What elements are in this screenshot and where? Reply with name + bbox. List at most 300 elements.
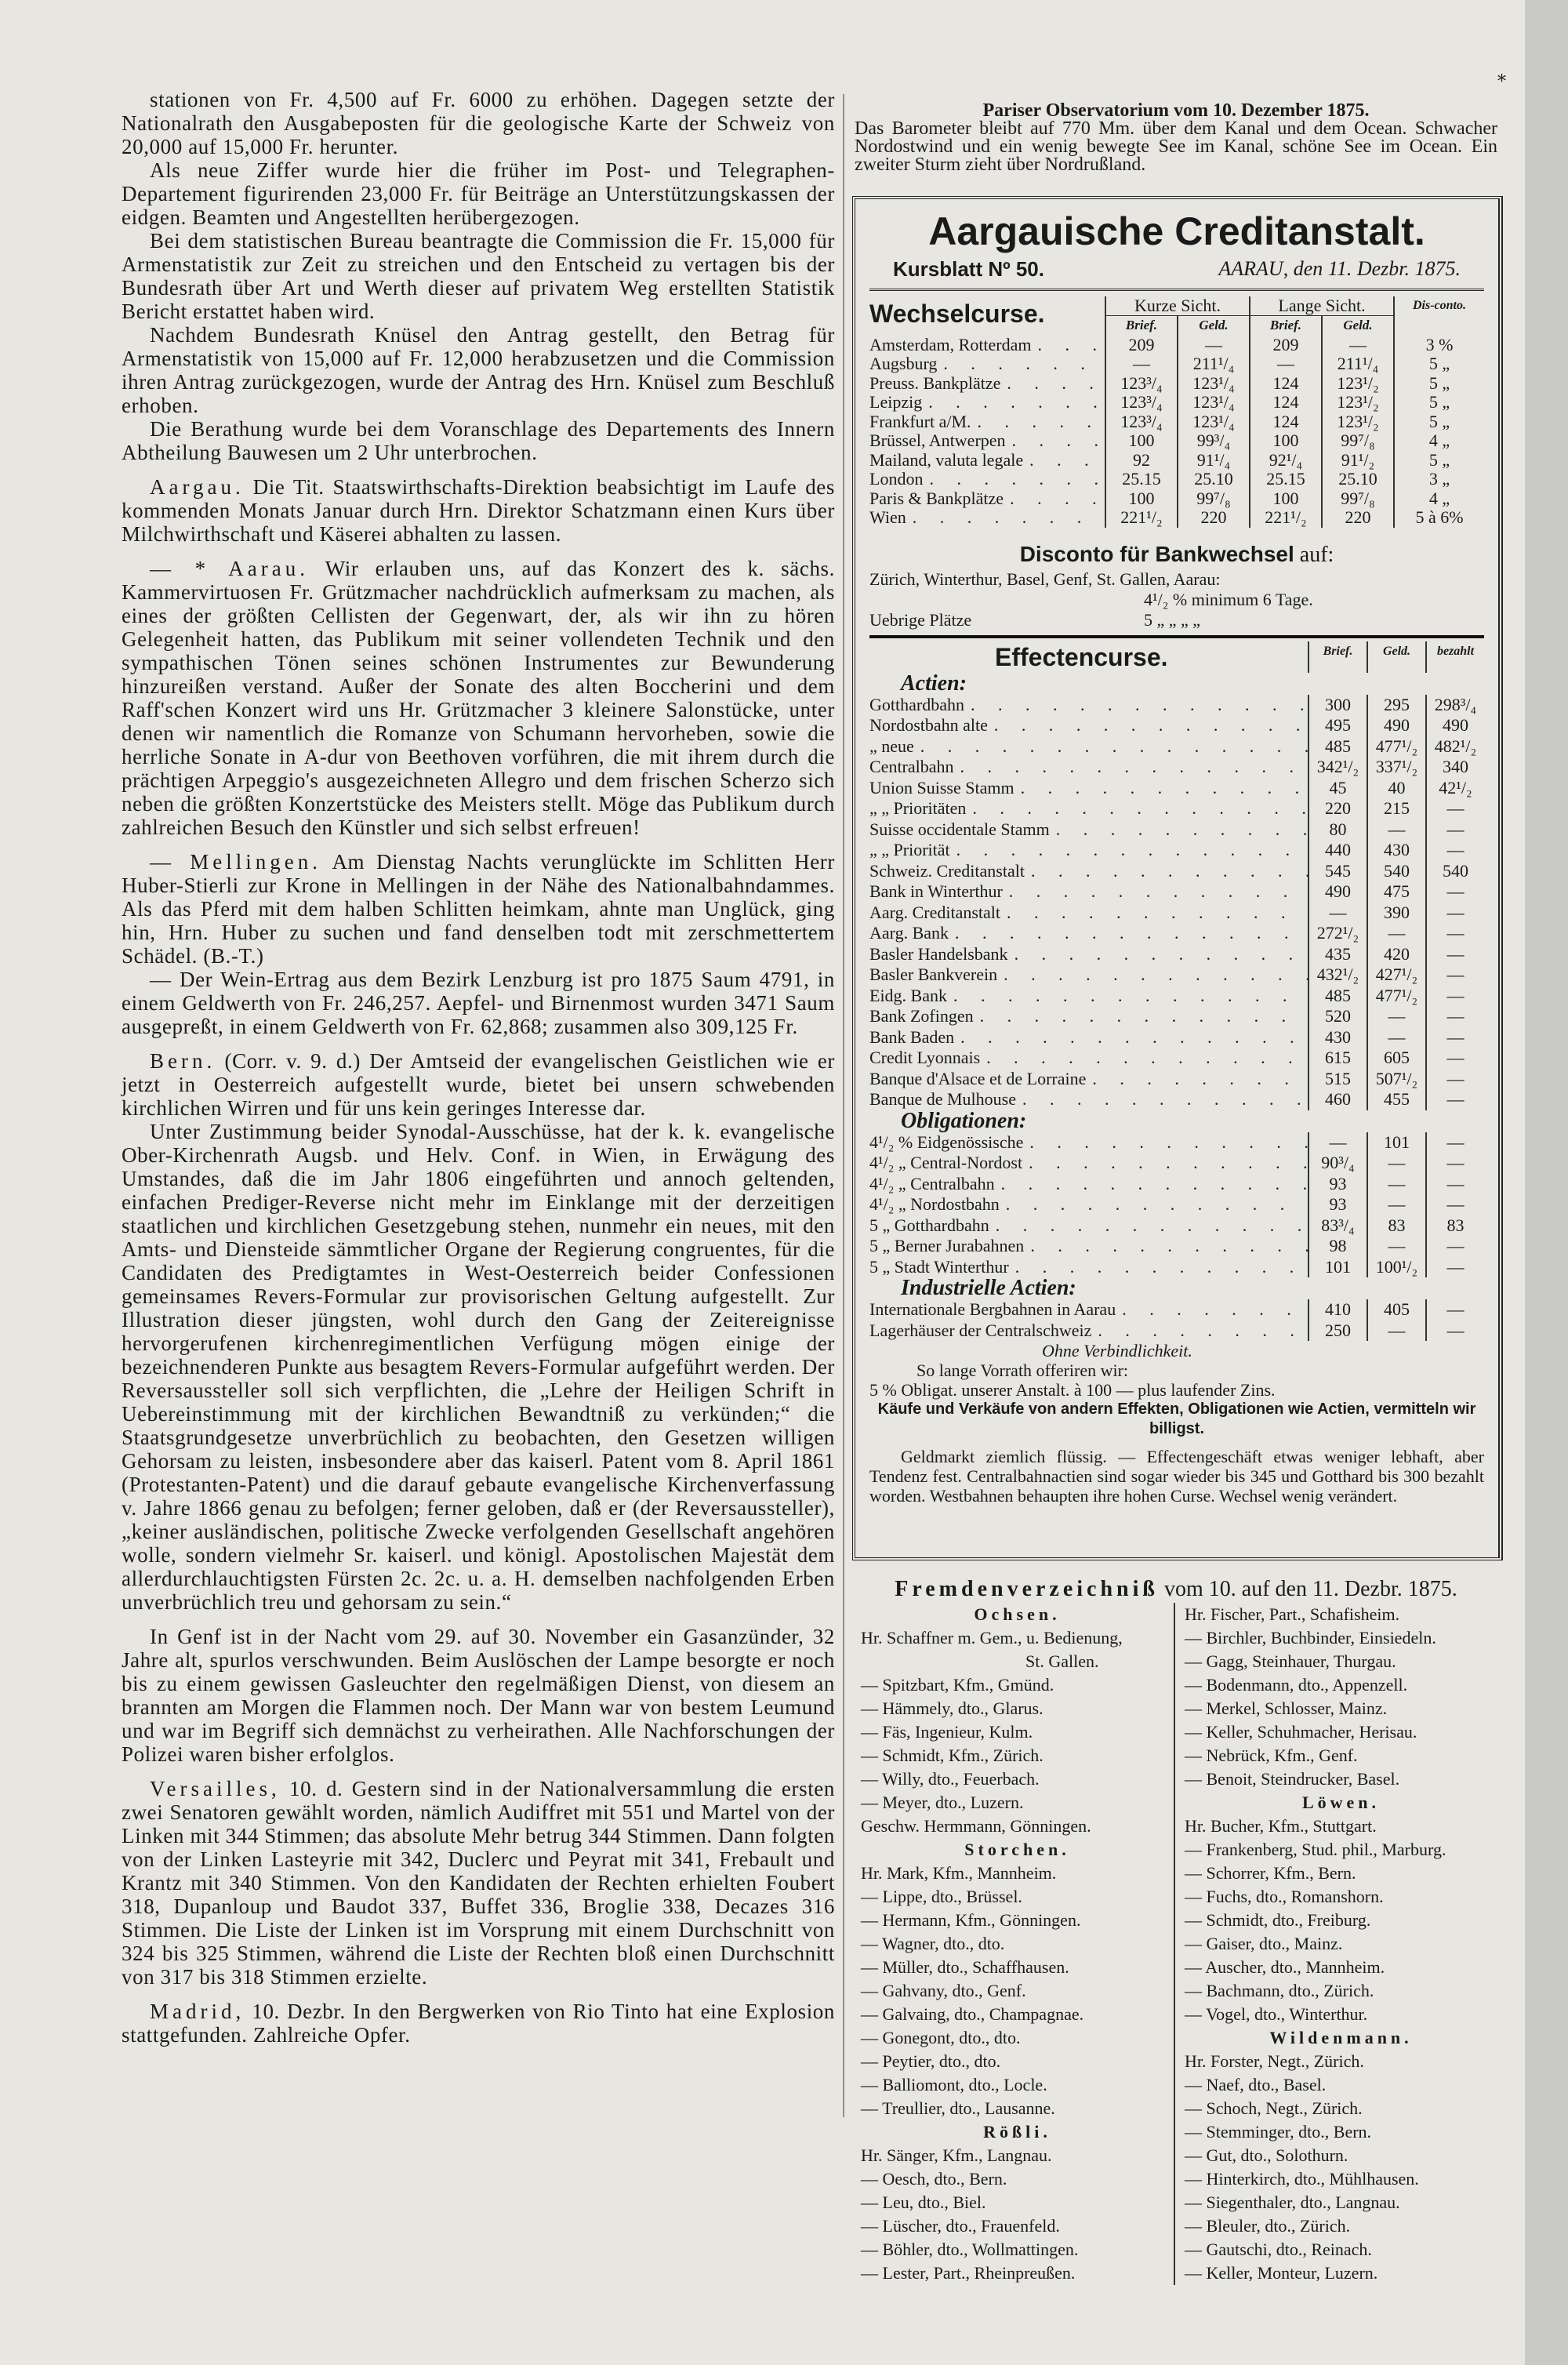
security-price-cell: — [1425, 819, 1484, 841]
exchange-rate-cell: 123¹/₂ [1321, 412, 1393, 432]
security-price-cell: 220 [1308, 798, 1367, 819]
security-name: 4¹/₂ % Eidgenössische . . . [869, 1132, 1308, 1153]
security-price-cell: 342¹/₂ [1308, 757, 1367, 778]
security-name: Banque d'Alsace et de Lorraine . . . [869, 1069, 1308, 1090]
article-paragraph [122, 968, 835, 1038]
wechselcurse-table [869, 296, 1484, 528]
security-price-cell: — [1425, 986, 1484, 1007]
exchange-rate-cell: 99³/₄ [1177, 431, 1249, 451]
security-price-cell: 477¹/₂ [1367, 986, 1425, 1007]
guest-entry: Hr. Schaffner m. Gem., u. Bedienung, [861, 1628, 1123, 1648]
security-name: „ „ Prioritäten . . . [869, 798, 1308, 819]
guest-entry: — Stemminger, dto., Bern. [1185, 2122, 1372, 2142]
article-paragraph [122, 1049, 835, 1120]
disconto-other-label: Uebrige Plätze [869, 609, 972, 630]
security-price-cell: — [1308, 1132, 1367, 1153]
security-name: Aarg. Bank . . . [869, 923, 1308, 944]
article-dateline: Aargau. [150, 475, 245, 499]
disconto-places: Zürich, Winterthur, Basel, Genf, St. Gallen, Aarau: [869, 569, 1221, 589]
exchange-rate-cell: 99⁷/₈ [1321, 489, 1393, 509]
security-price-cell: 300 [1308, 695, 1367, 716]
kursblatt-number: Kursblatt Nº 50. [893, 257, 1044, 281]
security-name: Credit Lyonnais . . . [869, 1048, 1308, 1069]
exchange-place: Frankfurt a/M. . . . [869, 412, 1105, 432]
disconto-heading-rest: auf: [1294, 542, 1334, 567]
guest-entry: — Bodenmann, dto., Appenzell. [1185, 1675, 1408, 1695]
observatorium-report [855, 102, 1497, 174]
security-price-cell: 460 [1308, 1089, 1367, 1110]
security-name: Gotthardbahn . . . [869, 695, 1308, 716]
guest-entry: — Wagner, dto., dto. [861, 1934, 1005, 1953]
security-name: Nordostbahn alte . . . [869, 715, 1308, 736]
guest-entry: Hr. Mark, Kfm., Mannheim. [861, 1863, 1057, 1883]
securities-section-title: Obligationen: [901, 1108, 1027, 1133]
vorrath-note: So lange Vorrath offeriren wir: [916, 1361, 1129, 1380]
security-price-cell: 340 [1425, 757, 1484, 778]
article-paragraph [122, 1120, 835, 1614]
guest-entry: — Gonegont, dto., dto. [861, 2028, 1021, 2047]
exchange-place: Wien . . . [869, 508, 1105, 528]
security-price-cell: 485 [1308, 736, 1367, 757]
article-text: 10. Dezbr. In den Bergwerken von Rio Tinto hat eine Explosion stattgefunden. Zahlreiche Opfer. [122, 2000, 835, 2047]
exchange-place: London . . . [869, 470, 1105, 489]
security-price-cell: 101 [1367, 1132, 1425, 1153]
guest-entry: — Schmidt, dto., Freiburg. [1185, 1910, 1371, 1930]
disconto-heading [869, 540, 1484, 569]
guest-entry: — Leu, dto., Biel. [861, 2192, 986, 2212]
guest-entry: — Galvaing, dto., Champagnae. [861, 2004, 1084, 2024]
guest-entry: — Balliomont, dto., Locle. [861, 2075, 1047, 2094]
guest-entry: — Böhler, dto., Wollmattingen. [861, 2240, 1079, 2259]
guest-entry: — Treullier, dto., Lausanne. [861, 2098, 1055, 2118]
article-paragraph [122, 323, 835, 417]
security-price-cell: 515 [1308, 1069, 1367, 1090]
header-geld: Geld. [1367, 641, 1425, 673]
exchange-place: Mailand, valuta legale . . . [869, 451, 1105, 470]
fremdenverzeichnis-title: Fremdenverzeichniß [895, 1577, 1159, 1601]
fremdenverzeichnis [855, 1576, 1497, 2285]
security-price-cell: — [1425, 1069, 1484, 1090]
security-name: 5 „ Stadt Winterthur . . . [869, 1257, 1308, 1278]
security-name: Banque de Mulhouse . . . [869, 1089, 1308, 1110]
security-price-cell: 540 [1425, 861, 1484, 882]
fremdenverzeichnis-date: vom 10. auf den 11. Dezbr. 1875. [1158, 1577, 1457, 1601]
article-text: Unter Zustimmung beider Synodal-Ausschüsse, hat der k. k. evangelische Ober-Kirchenrath Augsb. und Helv. Conf. in Wien, in Erwägung des Umstandes, daß die im Jahr 1806 eingeführten und annoch geltenden, einfachen Prediger-Reverse nicht mehr im Einklange mit der derzeitigen staatlichen und kirchlichen Gesetzgebung stehen, nunmehr ein neues, mit den Amts- und Diensteide sämmtlicher Organe der Regierung congruentes, für die Candidaten des Predigtamtes in West-Oesterreich beider Confessionen gemeinsames Revers-Formular zur provisorischen Geltung aufgestellt. Zur Illustration dieser jüngsten, wohl durch den Gang der Zeitereignisse hervorgerufenen kirchenregimentlichen Verfügung mögen einige der bezeichnenderen Punkte aus besagtem Revers-Formular aufgeführt werden. Der Reversaussteller soll sich verpflichten, die „Lehre der Heiligen Schrift in Uebereinstimmung mit der kirchlichen Bewandtniß zu verkünden;“ die Staatsgrundgesetze unverbrüchlich zu beobachten, den Gesetzen willigen Gehorsam zu leisten, insbesondere aber das kaiserl. Patent vom 8. April 1861 (Protestanten-Patent) und die darauf gebaute evangelische Kirchenverfassung v. Jahre 1866 genau zu befolgen; ferner geloben, daß er (der Reversaussteller), „keiner ausländischen, politische Zwecke verfolgenden Gesellschaft angehören wolle, sondern vielmehr Sr. kaiserl. und königl. Apostolischen Majestät dem allerdurchlauchtigsten Fürsten 2c. 2c. u. a. H. demselben nachfolgenden Erben unverbrüchlich treu und gehorsam zu sein.“ [122, 1120, 835, 1614]
exchange-rate-cell: 211¹/₄ [1321, 354, 1393, 374]
exchange-rate-cell: 209 [1249, 336, 1321, 355]
exchange-place: Paris & Bankplätze . . . [869, 489, 1105, 509]
security-price-cell: — [1425, 1299, 1484, 1321]
security-price-cell: 520 [1308, 1006, 1367, 1027]
security-price-cell: 605 [1367, 1048, 1425, 1069]
security-name: 5 „ Berner Jurabahnen . . . [869, 1236, 1308, 1257]
security-price-cell: 405 [1367, 1299, 1425, 1321]
security-price-cell: — [1425, 798, 1484, 819]
security-price-cell: 432¹/₂ [1308, 965, 1367, 986]
kaeufe-note: Käufe und Verkäufe von andern Effekten, Obligationen wie Actien, vermitteln wir billigst. [877, 1400, 1476, 1437]
article-text: Die Tit. Staatswirthschafts-Direktion beabsichtigt im Laufe des kommenden Monats Januar durch Hrn. Direktor Schatzmann einen Kurs über Milchwirthschaft und Käserei abhalten zu lassen. [122, 475, 835, 546]
article-paragraph [122, 850, 835, 968]
ohne-verbindlichkeit: Ohne Verbindlichkeit. [1042, 1341, 1192, 1361]
exchange-rate-cell: — [1321, 336, 1393, 355]
security-price-cell: 42¹/₂ [1425, 778, 1484, 799]
security-name: „ neue . . . [869, 736, 1308, 757]
security-price-cell: 100¹/₂ [1367, 1257, 1425, 1278]
security-price-cell: 490 [1367, 715, 1425, 736]
security-price-cell: — [1367, 923, 1425, 944]
exchange-rate-cell: 124 [1249, 374, 1321, 394]
guest-entry: — Bleuler, dto., Zürich. [1185, 2216, 1351, 2236]
exchange-place: Leipzig . . . [869, 393, 1105, 412]
article-paragraph [122, 2000, 835, 2047]
security-price-cell: 40 [1367, 778, 1425, 799]
security-price-cell: 90³/₄ [1308, 1153, 1367, 1174]
security-price-cell: 427¹/₂ [1367, 965, 1425, 986]
exchange-rate-cell: 99⁷/₈ [1177, 489, 1249, 509]
observatorium-heading: Pariser Observatorium vom 10. Dezember 1875. [982, 100, 1370, 121]
article-text: Als neue Ziffer wurde hier die früher im Post- und Telegraphen-Departement figurirenden 23,000 Fr. für Beiträge an Unterstützungskassen der eidgen. Beamten und Angestellten herübergezogen. [122, 158, 835, 229]
security-price-cell: 430 [1308, 1027, 1367, 1048]
header-brief: Brief. [1105, 316, 1177, 336]
guest-entry: — Hinterkirch, dto., Mühlhausen. [1185, 2169, 1419, 2189]
security-price-cell: 80 [1308, 819, 1367, 841]
exchange-rate-cell: 5 „ [1393, 451, 1484, 470]
kursblatt-title: Aargauische Creditanstalt. [928, 209, 1425, 253]
exchange-rate-cell: 100 [1105, 431, 1177, 451]
article-paragraph [122, 158, 835, 229]
exchange-rate-cell: 100 [1105, 489, 1177, 509]
article-paragraph [122, 88, 835, 158]
security-price-cell: 101 [1308, 1257, 1367, 1278]
exchange-place: Amsterdam, Rotterdam . . . [869, 336, 1105, 355]
article-text: — Der Wein-Ertrag aus dem Bezirk Lenzburg ist pro 1875 Saum 4791, in einem Geldwerth von Fr. 246,257. Aepfel- und Birnenmost wurden 3471 Saum ausgepreßt, in einem Geldwerth von Fr. 62,868; zusammen also 309,125 Fr. [122, 968, 835, 1038]
guest-entry: Hr. Bucher, Kfm., Stuttgart. [1185, 1816, 1377, 1836]
guest-entry: — Lippe, dto., Brüssel. [861, 1887, 1022, 1906]
guest-entry: — Benoit, Steindrucker, Basel. [1185, 1769, 1400, 1789]
security-name: Internationale Bergbahnen in Aarau . . . [869, 1299, 1308, 1321]
security-price-cell: — [1425, 1006, 1484, 1027]
security-price-cell: — [1367, 1236, 1425, 1257]
guest-entry: — Vogel, dto., Winterthur. [1185, 2004, 1368, 2024]
security-price-cell: 540 [1367, 861, 1425, 882]
security-price-cell: — [1425, 944, 1484, 965]
securities-section-title: Actien: [901, 670, 967, 696]
security-price-cell: 298³/₄ [1425, 695, 1484, 716]
security-price-cell: 98 [1308, 1236, 1367, 1257]
article-dateline: Bern. [150, 1049, 216, 1073]
exchange-rate-cell: 92 [1105, 451, 1177, 470]
guest-entry: — Hermann, Kfm., Gönningen. [861, 1910, 1081, 1930]
article-paragraph [122, 475, 835, 546]
exchange-rate-cell: 25.15 [1249, 470, 1321, 489]
header-brief: Brief. [1249, 316, 1321, 336]
security-price-cell: 490 [1425, 715, 1484, 736]
security-price-cell: 83³/₄ [1308, 1215, 1367, 1237]
article-paragraph [122, 229, 835, 323]
guest-entry: — Schorrer, Kfm., Bern. [1185, 1863, 1356, 1883]
article-text: (Corr. v. 9. d.) Der Amtseid der evangelischen Geistlichen wie er jetzt in Oesterreich aufgestellt wurde, bietet bei unsern schwebenden kirchlichen Wirren und für uns kein geringes Interesse dar. [122, 1049, 835, 1120]
security-price-cell: — [1425, 923, 1484, 944]
guest-entry: — Fuchs, dto., Romanshorn. [1185, 1887, 1384, 1906]
security-name: Suisse occidentale Stamm . . . [869, 819, 1308, 841]
guest-entry: — Lester, Part., Rheinpreußen. [861, 2263, 1076, 2283]
guest-entry: — Gaiser, dto., Mainz. [1185, 1934, 1343, 1953]
disconto-rate-1: 4¹/₂ % minimum 6 Tage. [1144, 589, 1313, 609]
article-dateline: Versailles, [150, 1777, 281, 1800]
security-price-cell: 477¹/₂ [1367, 736, 1425, 757]
article-dateline: Madrid, [150, 2000, 245, 2023]
security-name: Basler Handelsbank . . . [869, 944, 1308, 965]
header-geld: Geld. [1177, 316, 1249, 336]
security-price-cell: 83 [1425, 1215, 1484, 1237]
exchange-place: Preuss. Bankplätze . . . [869, 374, 1105, 394]
guest-entry: Hr. Fischer, Part., Schafisheim. [1185, 1604, 1400, 1624]
security-price-cell: — [1425, 1048, 1484, 1069]
security-price-cell: 455 [1367, 1089, 1425, 1110]
security-price-cell: — [1367, 1006, 1425, 1027]
security-price-cell: 615 [1308, 1048, 1367, 1069]
exchange-rate-cell: 211¹/₄ [1177, 354, 1249, 374]
observatorium-text: Das Barometer bleibt auf 770 Mm. über dem Kanal und dem Ocean. Schwacher Nordostwind und ein wenig bewegte See im Kanal, schöne See im Ocean. Ein zweiter Sturm zieht über Nordrußland. [855, 118, 1497, 175]
page-edge [1525, 0, 1568, 2365]
wechselcurse-heading: Wechselcurse. [869, 300, 1045, 328]
guest-entry: — Frankenberg, Stud. phil., Marburg. [1185, 1840, 1446, 1859]
security-name: Bank in Winterthur . . . [869, 881, 1308, 903]
double-rule [869, 289, 1484, 293]
exchange-rate-cell: 3 % [1393, 336, 1484, 355]
exchange-rate-cell: 221¹/₂ [1249, 508, 1321, 528]
guest-entry: — Siegenthaler, dto., Langnau. [1185, 2192, 1400, 2212]
hotel-heading: Ochsen. [974, 1604, 1061, 1624]
article-text: In Genf ist in der Nacht vom 29. auf 30. November ein Gasanzünder, 32 Jahre alt, spurlos verschwunden. Beim Auslöschen der Lampe besorgte er noch bis zu einem gewissen Gasleuchter den regelmäßigen Dienst, von diesem an brannten am Morgen die Flammen noch. Der Mann war von bestem Leumund und war im Begriff sich demnächst zu verheirathen. Alle Nachforschungen der Polizei waren bisher erfolglos. [122, 1625, 835, 1766]
header-brief: Brief. [1308, 641, 1367, 673]
exchange-rate-cell: 221¹/₂ [1105, 508, 1177, 528]
security-price-cell: 545 [1308, 861, 1367, 882]
security-price-cell: — [1425, 1132, 1484, 1153]
guest-list-left [855, 1603, 1174, 2285]
exchange-rate-cell: 123³/₄ [1105, 374, 1177, 394]
article-text: 10. d. Gestern sind in der Nationalversammlung die ersten zwei Senatoren gewählt worden, nämlich Audiffret mit 551 und Martel von der Linken mit 344 Stimmen; das absolute Mehr betrug 344 Stimmen. Dann folgten von der Linken Lasteyrie mit 342, Duclerc und Peyrat mit 341, Frebault und Krantz mit 340 Stimmen. Von den Kandidaten der Rechten erhielten Foubert 318, Dupanloup und Baudot 337, Buffet 336, Broglie 338, Decazes 316 Stimmen. Die Liste der Linken ist im Vorsprung mit einem Durchschnitt von 324 bis 325 Stimmen, während die Liste der Rechten bloß einen Durchschnitt von 317 bis 318 Stimmen erzielte. [122, 1777, 835, 1989]
security-name: Lagerhäuser der Centralschweiz . . . [869, 1321, 1308, 1342]
kursblatt-advertisement [852, 196, 1503, 1560]
article-text: stationen von Fr. 4,500 auf Fr. 6000 zu erhöhen. Dagegen setzte der Nationalrath den Ausgabeposten für die geologische Karte der Schweiz von 20,000 auf 15,000 Fr. herunter. [122, 88, 835, 158]
security-price-cell: — [1425, 1236, 1484, 1257]
article-dateline: — * Aarau. [150, 557, 309, 580]
heavy-rule [869, 635, 1484, 638]
guest-entry: — Keller, Monteur, Luzern. [1185, 2263, 1378, 2283]
security-name: Eidg. Bank . . . [869, 986, 1308, 1007]
guest-entry: St. Gallen. [1025, 1651, 1099, 1671]
security-price-cell: 410 [1308, 1299, 1367, 1321]
security-name: Union Suisse Stamm . . . [869, 778, 1308, 799]
security-name: 4¹/₂ „ Central-Nordost . . . [869, 1153, 1308, 1174]
exchange-rate-cell: 220 [1321, 508, 1393, 528]
securities-section-title: Industrielle Actien: [901, 1276, 1076, 1300]
hotel-heading: Löwen. [1301, 1793, 1381, 1812]
exchange-rate-cell: 25.15 [1105, 470, 1177, 489]
security-price-cell: 337¹/₂ [1367, 757, 1425, 778]
guest-entry: — Lüscher, dto., Frauenfeld. [861, 2216, 1060, 2236]
disconto-other [869, 610, 1484, 630]
exchange-rate-cell: — [1105, 354, 1177, 374]
security-price-cell: — [1367, 1027, 1425, 1048]
guest-entry: — Hämmely, dto., Glarus. [861, 1698, 1044, 1718]
exchange-rate-cell: 123¹/₄ [1177, 412, 1249, 432]
exchange-rate-cell: 5 „ [1393, 412, 1484, 432]
guest-entry: — Willy, dto., Feuerbach. [861, 1769, 1040, 1789]
exchange-rate-cell: — [1249, 354, 1321, 374]
guest-entry: Hr. Sänger, Kfm., Langnau. [861, 2145, 1052, 2165]
security-price-cell: — [1367, 819, 1425, 841]
security-price-cell: — [1425, 1194, 1484, 1215]
security-price-cell: 83 [1367, 1215, 1425, 1237]
security-price-cell: — [1425, 1089, 1484, 1110]
exchange-rate-cell: 123¹/₄ [1177, 393, 1249, 412]
exchange-rate-cell: 91¹/₄ [1177, 451, 1249, 470]
exchange-rate-cell: 123³/₄ [1105, 412, 1177, 432]
security-name: Bank Baden . . . [869, 1027, 1308, 1048]
security-price-cell: — [1367, 1174, 1425, 1195]
security-price-cell: — [1425, 965, 1484, 986]
security-price-cell: 495 [1308, 715, 1367, 736]
security-name: Bank Zofingen . . . [869, 1006, 1308, 1027]
article-text: Die Berathung wurde bei dem Voranschlage des Departements des Innern Abtheilung Bauwesen um 2 Uhr unterbrochen. [122, 417, 835, 464]
article-text: Nachdem Bundesrath Knüsel den Antrag gestellt, den Betrag für Armenstatistik von 15,000 auf Fr. 12,000 herabzusetzen und die Commission ihren Antrag zurückgezogen, wurde der Antrag des Hrn. Knüsel zum Beschluß erhoben. [122, 323, 835, 417]
exchange-rate-cell: 123¹/₂ [1321, 374, 1393, 394]
security-name: Aarg. Creditanstalt . . . [869, 903, 1308, 924]
guest-entry: — Nebrück, Kfm., Genf. [1185, 1746, 1358, 1765]
security-price-cell: — [1367, 1153, 1425, 1174]
article-paragraph [122, 1777, 835, 1989]
security-price-cell: 430 [1367, 840, 1425, 861]
article-paragraph [122, 1625, 835, 1766]
header-bezahlt: bezahlt [1425, 641, 1484, 673]
guest-entry: — Spitzbart, Kfm., Gmünd. [861, 1675, 1054, 1695]
exchange-rate-cell: 100 [1249, 431, 1321, 451]
security-price-cell: — [1425, 1174, 1484, 1195]
article-dateline: — Mellingen. [150, 850, 322, 874]
guest-entry: Hr. Forster, Negt., Zürich. [1185, 2051, 1364, 2071]
disconto-heading-bold: Disconto für Bankwechsel [1019, 541, 1294, 566]
security-price-cell: 507¹/₂ [1367, 1069, 1425, 1090]
security-price-cell: 93 [1308, 1174, 1367, 1195]
header-disconto: Dis-conto. [1393, 296, 1484, 336]
exchange-rate-cell: 220 [1177, 508, 1249, 528]
security-price-cell: 420 [1367, 944, 1425, 965]
security-price-cell: — [1425, 1257, 1484, 1278]
guest-entry: Geschw. Hermmann, Gönningen. [861, 1816, 1091, 1836]
security-price-cell: 485 [1308, 986, 1367, 1007]
security-price-cell: — [1425, 1321, 1484, 1342]
guest-entry: — Naef, dto., Basel. [1185, 2075, 1327, 2094]
security-price-cell: 435 [1308, 944, 1367, 965]
exchange-rate-cell: 5 à 6% [1393, 508, 1484, 528]
guest-entry: — Meyer, dto., Luzern. [861, 1793, 1024, 1812]
security-price-cell: — [1367, 1194, 1425, 1215]
header-lange-sicht: Lange Sicht. [1249, 296, 1393, 316]
guest-entry: — Gagg, Steinhauer, Thurgau. [1185, 1651, 1396, 1671]
security-price-cell: — [1425, 1027, 1484, 1048]
article-paragraph [122, 417, 835, 464]
security-name: 4¹/₂ „ Centralbahn . . . [869, 1174, 1308, 1195]
exchange-rate-cell: 4 „ [1393, 489, 1484, 509]
exchange-rate-cell: — [1177, 336, 1249, 355]
exchange-rate-cell: 209 [1105, 336, 1177, 355]
guest-entry: — Fäs, Ingenieur, Kulm. [861, 1722, 1033, 1742]
exchange-rate-cell: 123³/₄ [1105, 393, 1177, 412]
security-name: 4¹/₂ „ Nordostbahn . . . [869, 1194, 1308, 1215]
security-price-cell: — [1425, 1153, 1484, 1174]
guest-entry: — Birchler, Buchbinder, Einsiedeln. [1185, 1628, 1436, 1648]
exchange-rate-cell: 124 [1249, 412, 1321, 432]
article-text: Bei dem statistischen Bureau beantragte die Commission die Fr. 15,000 für Armenstatistik zur Zeit zu streichen und den Entscheid zu vertagen bis der Bundesrath über Art und Werth dieser auf privatem Weg erstellten Statistik Bericht erstattet haben wird. [122, 229, 835, 323]
geldmarkt-report: Geldmarkt ziemlich flüssig. — Effectengeschäft etwas weniger lebhaft, aber Tendenz fest. Centralbahnactien sind sogar wieder bis 345 und Gotthard bis 300 bezahlt worden. Westbahnen behaupten ihre hohen Curse. Wechsel wenig verändert. [869, 1447, 1484, 1506]
header-kurze-sicht: Kurze Sicht. [1105, 296, 1249, 316]
security-name: Basler Bankverein . . . [869, 965, 1308, 986]
security-price-cell: — [1425, 881, 1484, 903]
guest-list-right [1174, 1603, 1497, 2285]
exchange-rate-cell: 3 „ [1393, 470, 1484, 489]
guest-entry: — Keller, Schuhmacher, Herisau. [1185, 1722, 1417, 1742]
security-price-cell: 215 [1367, 798, 1425, 819]
guest-entry: — Oesch, dto., Bern. [861, 2169, 1007, 2189]
header-geld: Geld. [1321, 316, 1393, 336]
column-divider [843, 94, 844, 2117]
security-price-cell: — [1425, 903, 1484, 924]
left-column-articles [122, 88, 835, 2047]
guest-entry: — Schoch, Negt., Zürich. [1185, 2098, 1363, 2118]
guest-entry: — Gahvany, dto., Genf. [861, 1981, 1026, 2000]
security-price-cell: — [1308, 903, 1367, 924]
hotel-heading: Storchen. [964, 1840, 1070, 1859]
security-price-cell: 250 [1308, 1321, 1367, 1342]
exchange-rate-cell: 124 [1249, 393, 1321, 412]
exchange-rate-cell: 91¹/₂ [1321, 451, 1393, 470]
disconto-rate-2: 5 „ „ „ „ [1144, 609, 1201, 630]
security-name: „ „ Priorität . . . [869, 840, 1308, 861]
security-name: 5 „ Gotthardbahn . . . [869, 1215, 1308, 1237]
kursblatt-footer [869, 1341, 1484, 1506]
guest-entry: — Bachmann, dto., Zürich. [1185, 1981, 1374, 2000]
exchange-rate-cell: 25.10 [1321, 470, 1393, 489]
guest-entry: — Auscher, dto., Mannheim. [1185, 1957, 1385, 1977]
security-price-cell: 45 [1308, 778, 1367, 799]
guest-entry: — Peytier, dto., dto. [861, 2051, 1001, 2071]
hotel-heading: Rößli. [983, 2122, 1051, 2142]
security-price-cell: 93 [1308, 1194, 1367, 1215]
kursblatt-dateline: AARAU, den 11. Dezbr. 1875. [1218, 257, 1461, 280]
exchange-rate-cell: 100 [1249, 489, 1321, 509]
guest-entry: — Müller, dto., Schaffhausen. [861, 1957, 1069, 1977]
obligat-offer: 5 % Obligat. unserer Anstalt. à 100 — plus laufender Zins. [869, 1380, 1276, 1400]
exchange-place: Brüssel, Antwerpen . . . [869, 431, 1105, 451]
fremdenverzeichnis-heading [855, 1576, 1497, 1603]
security-price-cell: — [1425, 840, 1484, 861]
exchange-rate-cell: 123¹/₂ [1321, 393, 1393, 412]
exchange-rate-cell: 99⁷/₈ [1321, 431, 1393, 451]
exchange-rate-cell: 5 „ [1393, 374, 1484, 394]
guest-entry: — Gut, dto., Solothurn. [1185, 2145, 1348, 2165]
exchange-rate-cell: 4 „ [1393, 431, 1484, 451]
exchange-rate-cell: 5 „ [1393, 354, 1484, 374]
security-price-cell: — [1367, 1321, 1425, 1342]
security-price-cell: 482¹/₂ [1425, 736, 1484, 757]
security-price-cell: 490 [1308, 881, 1367, 903]
page-mark: * [1497, 72, 1506, 92]
guest-entry: — Merkel, Schlosser, Mainz. [1185, 1698, 1388, 1718]
security-name: Schweiz. Creditanstalt . . . [869, 861, 1308, 882]
exchange-place: Augsburg . . . [869, 354, 1105, 374]
